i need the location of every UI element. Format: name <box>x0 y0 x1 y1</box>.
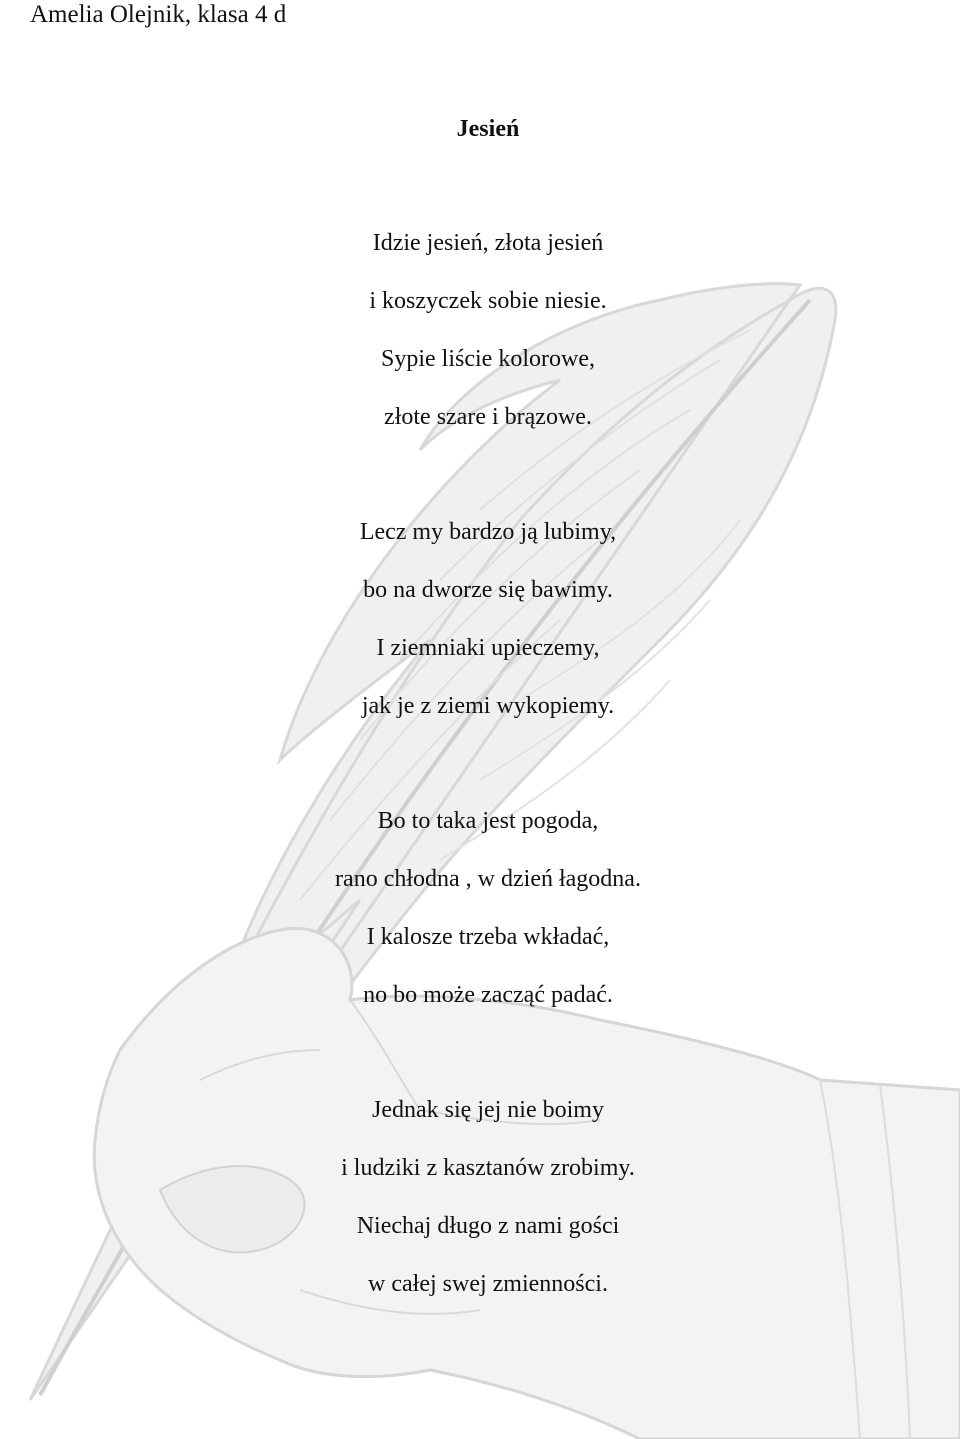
stanza-1 <box>0 228 960 460</box>
poem-line: Lecz my bardzo ją lubimy, <box>359 519 617 545</box>
poem-line: Bo to taka jest pogoda, <box>377 808 599 834</box>
poem-line: I ziemniaki upieczemy, <box>376 635 600 661</box>
poem-line: w całej swej zmienności. <box>368 1271 608 1297</box>
poem-line: Sypie liście kolorowe, <box>381 346 595 372</box>
poem-line: bo na dworze się bawimy. <box>363 577 613 603</box>
poem-line: złote szare i brązowe. <box>384 404 592 430</box>
author-label: Amelia Olejnik, klasa 4 d <box>30 1 287 28</box>
poem-body <box>0 228 960 1384</box>
poem-line: Jednak się jej nie boimy <box>372 1097 604 1123</box>
poem-line: Niechaj długo z nami gości <box>356 1213 620 1239</box>
stanza-4 <box>0 1095 960 1327</box>
stanza-3 <box>0 806 960 1038</box>
poem-line: no bo może zacząć padać. <box>363 982 613 1008</box>
poem-line: i ludziki z kasztanów zrobimy. <box>341 1155 635 1181</box>
poem-line: I kalosze trzeba wkładać, <box>366 924 610 950</box>
poem-line: Idzie jesień, złota jesień <box>372 230 604 256</box>
poem-line: jak je z ziemi wykopiemy. <box>361 693 615 719</box>
stanza-2 <box>0 517 960 749</box>
poem-line: i koszyczek sobie niesie. <box>369 288 607 314</box>
poem-title: Jesień <box>456 116 520 142</box>
poem-line: rano chłodna , w dzień łagodna. <box>335 866 641 892</box>
